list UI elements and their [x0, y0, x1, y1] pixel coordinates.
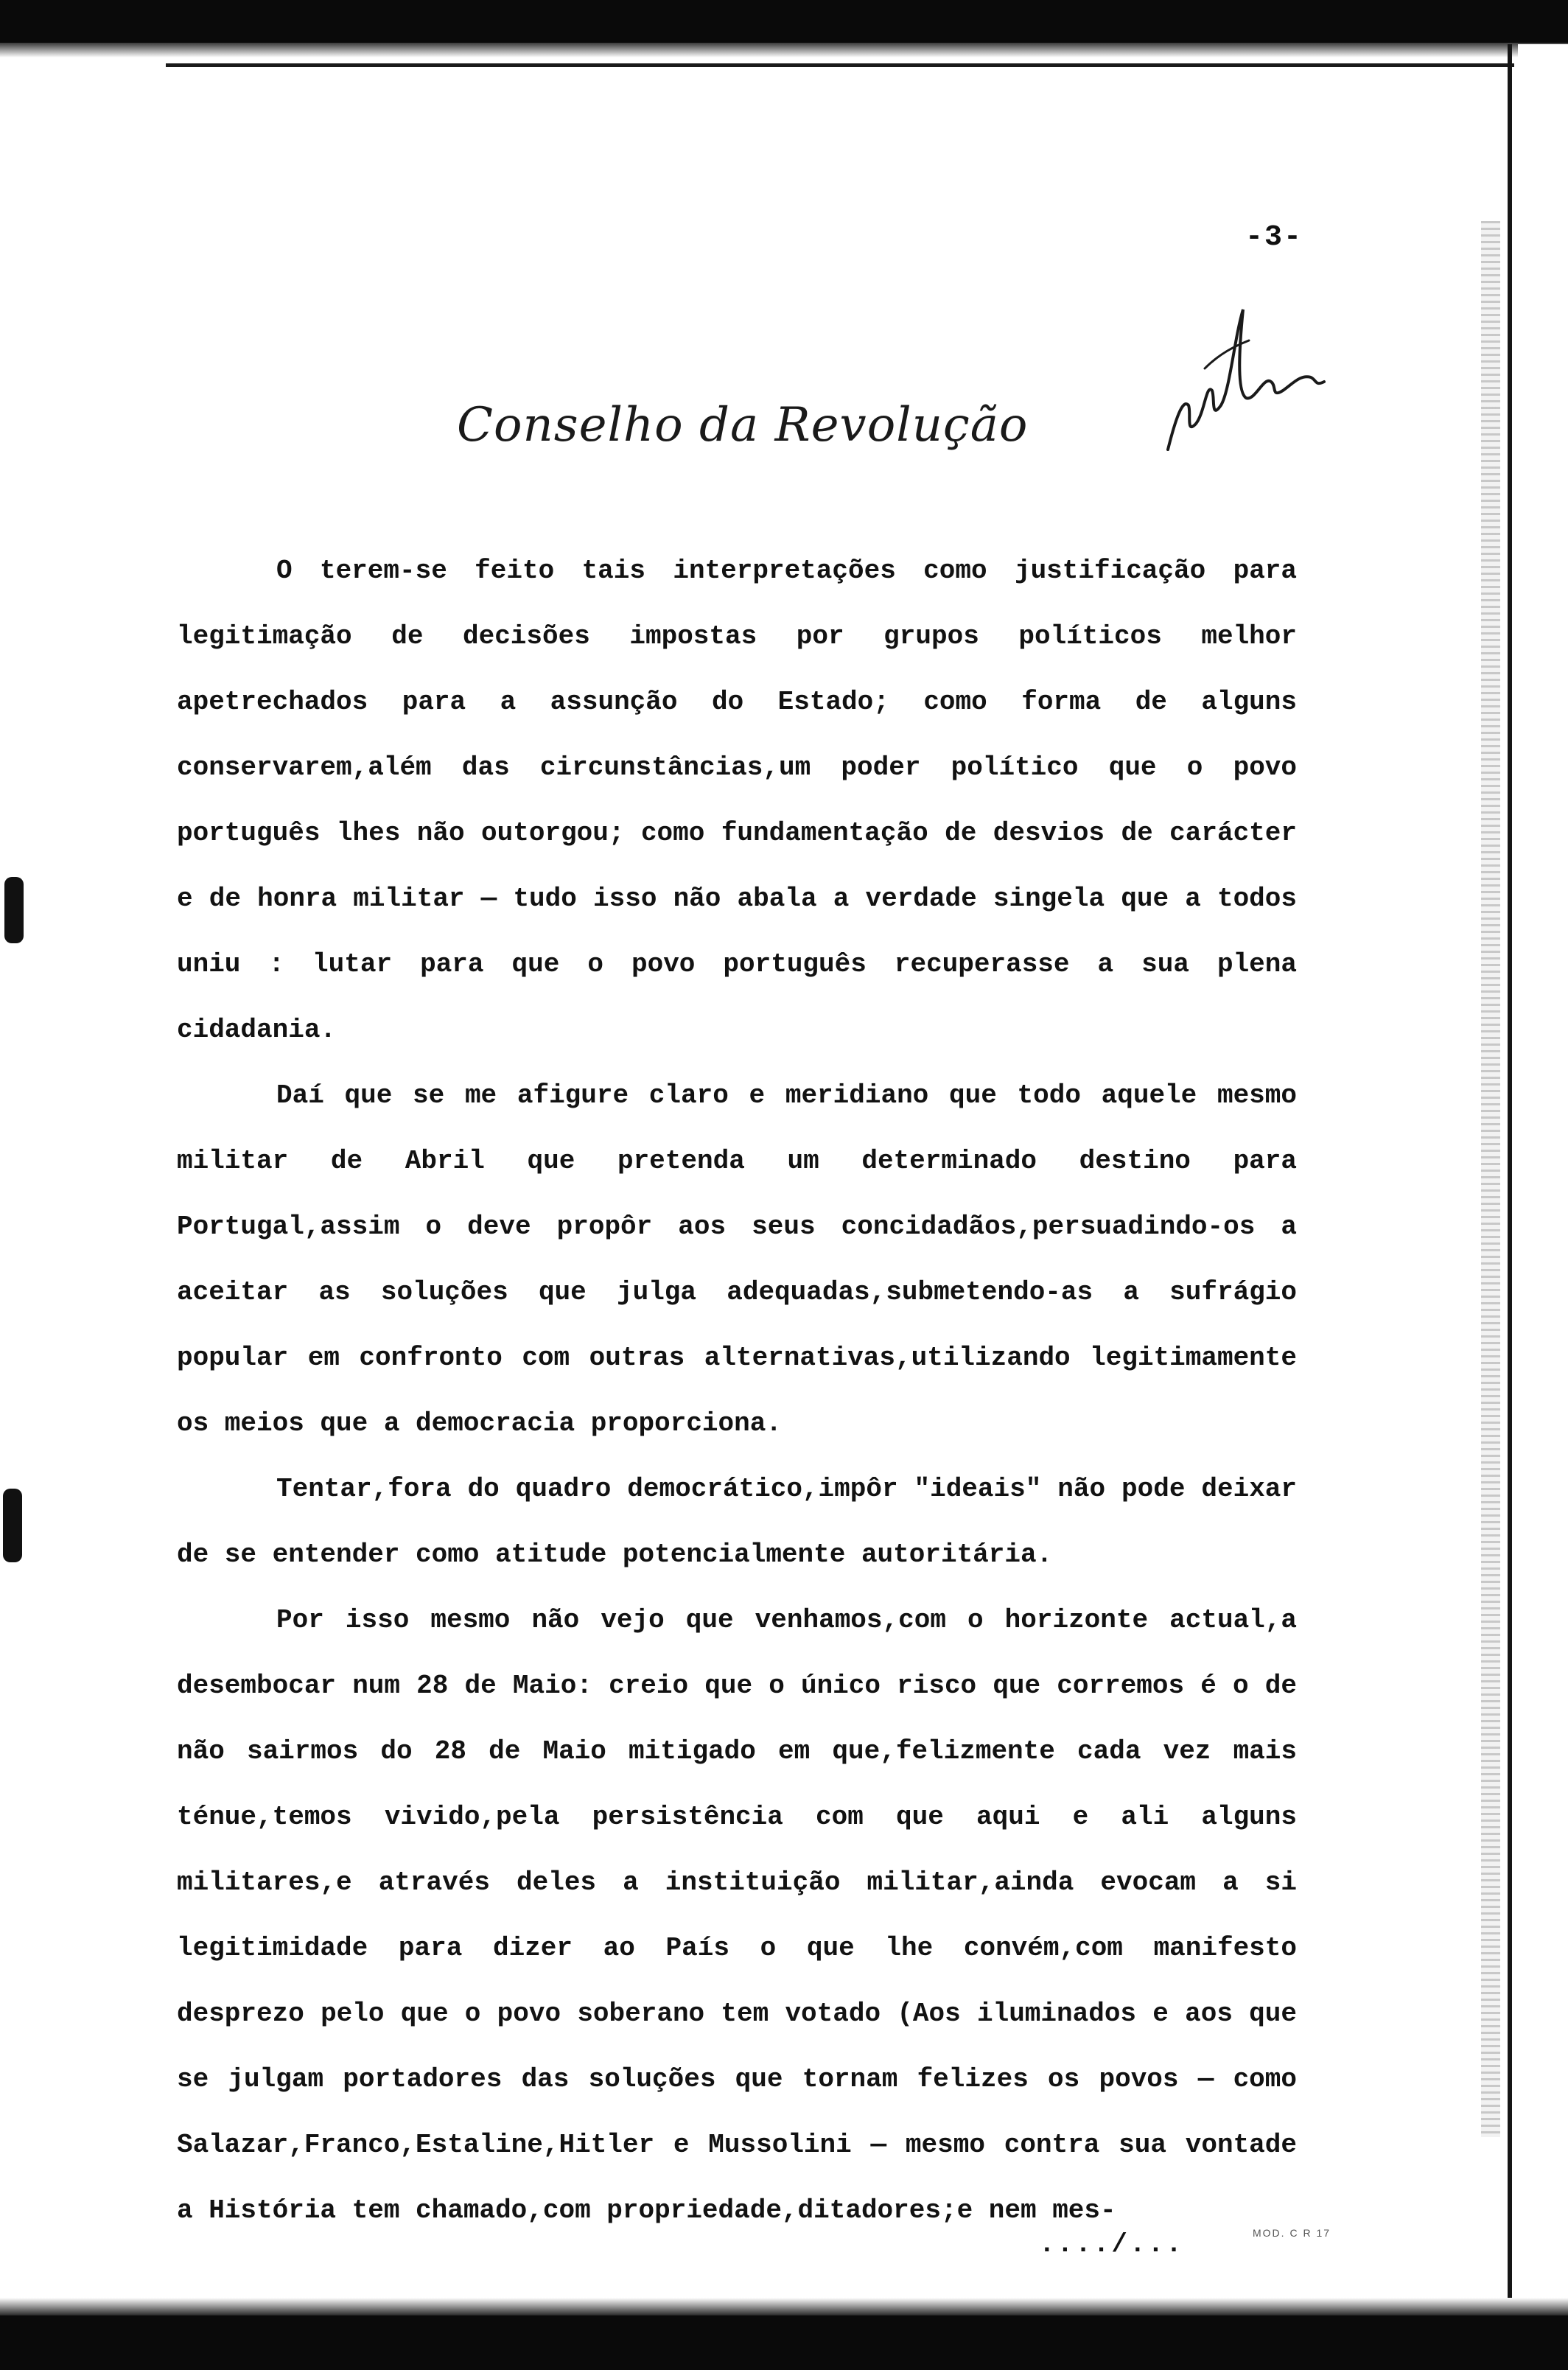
document-body [177, 538, 1297, 2243]
signature-mark [1153, 295, 1330, 464]
scan-bottom-shadow [0, 2298, 1568, 2315]
letterhead-title: Conselho da Revolução [457, 398, 1029, 452]
paragraph-2: Daí que se me afigure claro e meridiano que todo aquele mesmo militar de Abril que pretenda um determinado destino para Portugal,assim o deve propôr aos seus concidadãos,persuadindo-os a aceitar as soluções que julga adequadas,submetendo-as a sufrágio popular em confronto com outras alternativas,utilizando legitimamente os meios que a democracia proporciona. [177, 1080, 1297, 1439]
paragraph-1: O terem-se feito tais interpretações como justificação para legitimação de decisões impostas por grupos políticos melhor apetrechados para a assunção do Estado; como forma de alguns conservarem,além das circunstâncias,um poder político que o povo português lhes não outorgou; como fundamentação de desvios de carácter e de honra militar — tudo isso não abala a verdade singela que a todos uniu : lutar para que o povo português recuperasse a sua plena cidadania. [177, 556, 1297, 1045]
scan-right-edge-line [1508, 44, 1512, 2315]
continuation-mark: ..../... [1039, 2229, 1184, 2259]
scan-bottom-border [0, 2315, 1568, 2370]
top-rule [166, 63, 1514, 67]
scan-right-margin [1518, 44, 1568, 2315]
punch-hole-bottom [3, 1489, 22, 1562]
form-code: MOD. C R 17 [1253, 2227, 1331, 2239]
scan-edge-noise [1481, 221, 1500, 2137]
punch-hole-top [4, 877, 24, 943]
paragraph-4: Por isso mesmo não vejo que venhamos,com o horizonte actual,a desembocar num 28 de Maio: creio que o único risco que corremos é o de não sairmos do 28 de Maio mitigado em que,felizmente cada vez mais ténue,temos vivido,pela persistência com que aqui e ali alguns militares,e através deles a instituição militar,ainda evocam a si legitimidade para dizer ao País o que lhe convém,com manifesto desprezo pelo que o povo soberano tem votado (Aos iluminados e aos que se julgam portadores das soluções que tornam felizes os povos — como Salazar,Franco,Estaline,Hitler e Mussolini — mesmo contra sua vontade a História tem chamado,com propriedade,ditadores;e nem mes- [177, 1605, 1297, 2226]
scan-top-border [0, 0, 1568, 43]
paragraph-3: Tentar,fora do quadro democrático,impôr "ideais" não pode deixar de se entender como atitude potencialmente autoritária. [177, 1474, 1297, 1570]
scan-top-shadow [0, 43, 1568, 57]
page-number: -3- [1245, 221, 1303, 254]
